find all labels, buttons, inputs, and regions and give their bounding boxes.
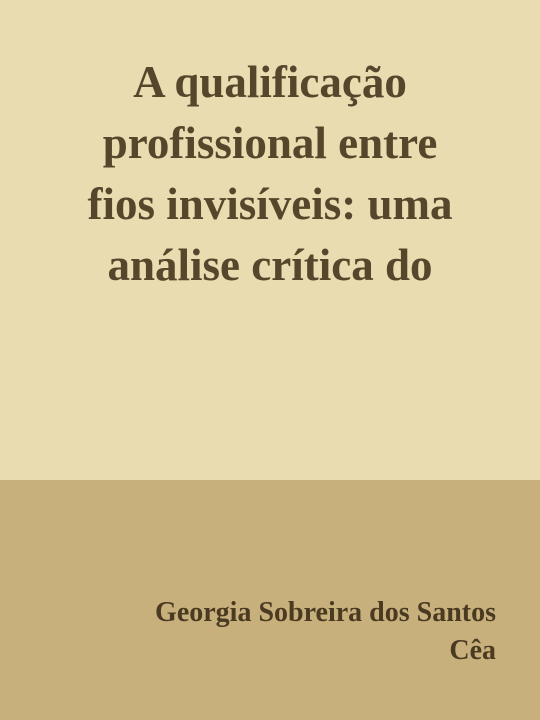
book-author-line: Cêa [449,635,496,666]
book-title-line: análise crítica do [107,240,433,290]
book-author [36,594,496,670]
book-title [20,52,520,296]
book-title-line: fios invisíveis: uma [87,179,453,229]
book-author-line: Georgia Sobreira dos Santos [155,597,496,628]
book-title-line: A qualificação [133,57,407,107]
book-title-line: profissional entre [102,118,438,168]
